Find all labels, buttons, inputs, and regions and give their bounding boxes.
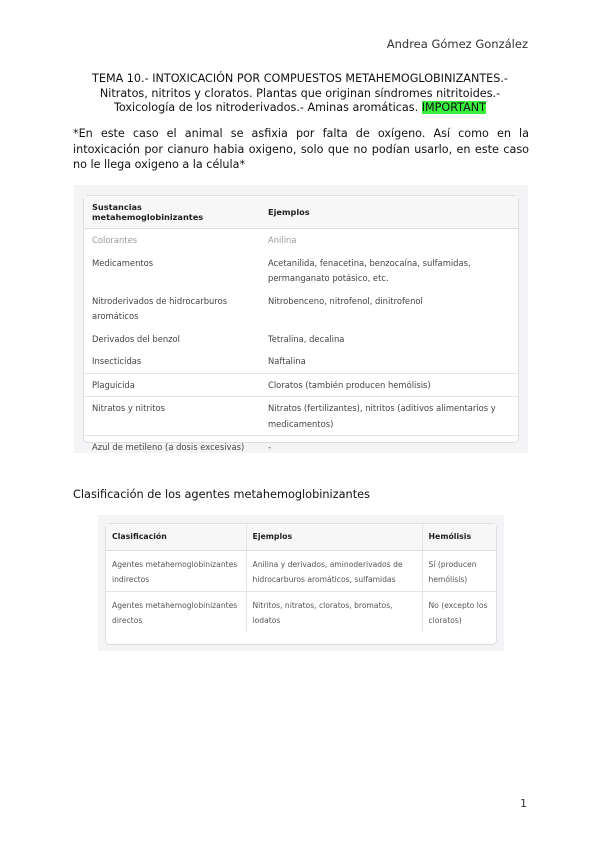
substance-cell: Derivados del benzol — [92, 333, 181, 344]
example-cell: Anilina y derivados, aminoderivados de hidrocarburos aromáticos, sulfamidas — [246, 550, 422, 591]
substance-cell: Nitratos y nitritos — [84, 397, 260, 436]
document-title — [70, 72, 530, 116]
column-header-examples: Ejemplos — [246, 524, 422, 550]
hemolysis-cell: No (excepto los cloratos) — [422, 591, 496, 632]
page-number: 1 — [520, 797, 527, 810]
table-row — [106, 591, 496, 632]
important-highlight: IMPORTANT — [421, 101, 487, 114]
classification-table — [106, 524, 496, 632]
table-row — [84, 436, 518, 459]
example-cell: Nitrobenceno, nitrofenol, dinitrofenol — [268, 295, 423, 306]
substances-table — [84, 196, 518, 459]
classification-cell: Agentes metahemoglobinizantes directos — [106, 591, 246, 632]
substance-cell: Medicamentos — [92, 257, 154, 268]
hemolysis-cell: Sí (producen hemólisis) — [422, 550, 496, 591]
substance-cell: Azul de metileno (a dosis excesivas) — [84, 436, 260, 459]
example-cell: Tetralina, decalina — [268, 333, 345, 344]
table-row — [84, 373, 518, 397]
substance-cell: Plaguicida — [84, 373, 260, 397]
table-header-row — [106, 524, 496, 550]
author-name: Andrea Gómez González — [386, 37, 528, 51]
table-row — [84, 229, 518, 252]
title-line-3 — [70, 101, 530, 116]
substance-cell: Colorantes — [92, 235, 138, 245]
table-header-row — [84, 196, 518, 229]
column-header-hemolysis: Hemólisis — [422, 524, 496, 550]
substance-cell: Insecticidas — [92, 356, 142, 366]
example-cell: Nitritos, nitratos, cloratos, bromatos, iodatos — [246, 591, 422, 632]
substances-table-screenshot — [74, 185, 528, 453]
classification-table-card — [105, 523, 497, 645]
table-row — [84, 252, 518, 290]
oxygen-note: *En este caso el animal se asfixia por falta de oxígeno. Así como en la intoxicación por cianuro habia oxigeno, solo que no podían usarlo, en este caso no le llega oxigeno a la célula* — [73, 127, 529, 171]
title-line-1: TEMA 10.- INTOXICACIÓN POR COMPUESTOS METAHEMOGLOBINIZANTES.- — [92, 72, 508, 85]
column-header-classification: Clasificación — [106, 524, 246, 550]
column-header-substances: Sustancias metahemoglobinizantes — [84, 196, 260, 229]
example-cell: Acetanilida, fenacetina, benzocaína, sulfamidas, permanganato potásico, etc. — [268, 257, 471, 283]
table-row — [84, 350, 518, 373]
example-cell: Anilina — [268, 235, 297, 245]
example-cell: Cloratos (también producen hemólisis) — [260, 373, 518, 397]
table-row — [84, 397, 518, 436]
example-cell: Nitratos (fertilizantes), nitritos (aditivos alimentarios y medicamentos) — [260, 397, 518, 436]
table-row — [106, 550, 496, 591]
section-title: Clasificación de los agentes metahemoglobinizantes — [73, 488, 370, 501]
column-header-examples: Ejemplos — [260, 196, 518, 229]
table-row — [84, 290, 518, 328]
example-cell: Naftalina — [268, 356, 306, 366]
title-line-2: Nitratos, nitritos y cloratos. Plantas que originan síndromes nitritoides.- — [99, 86, 501, 100]
classification-cell: Agentes metahemoglobinizantes indirectos — [112, 559, 238, 584]
example-cell: - — [260, 436, 518, 459]
classification-table-screenshot — [98, 515, 504, 651]
table-row — [84, 328, 518, 351]
title-line-3-text: Toxicología de los nitroderivados.- Aminas aromáticas. — [113, 101, 419, 114]
substance-cell: Nitroderivados de hidrocarburos aromáticos — [92, 295, 228, 321]
substances-table-card — [83, 195, 519, 452]
